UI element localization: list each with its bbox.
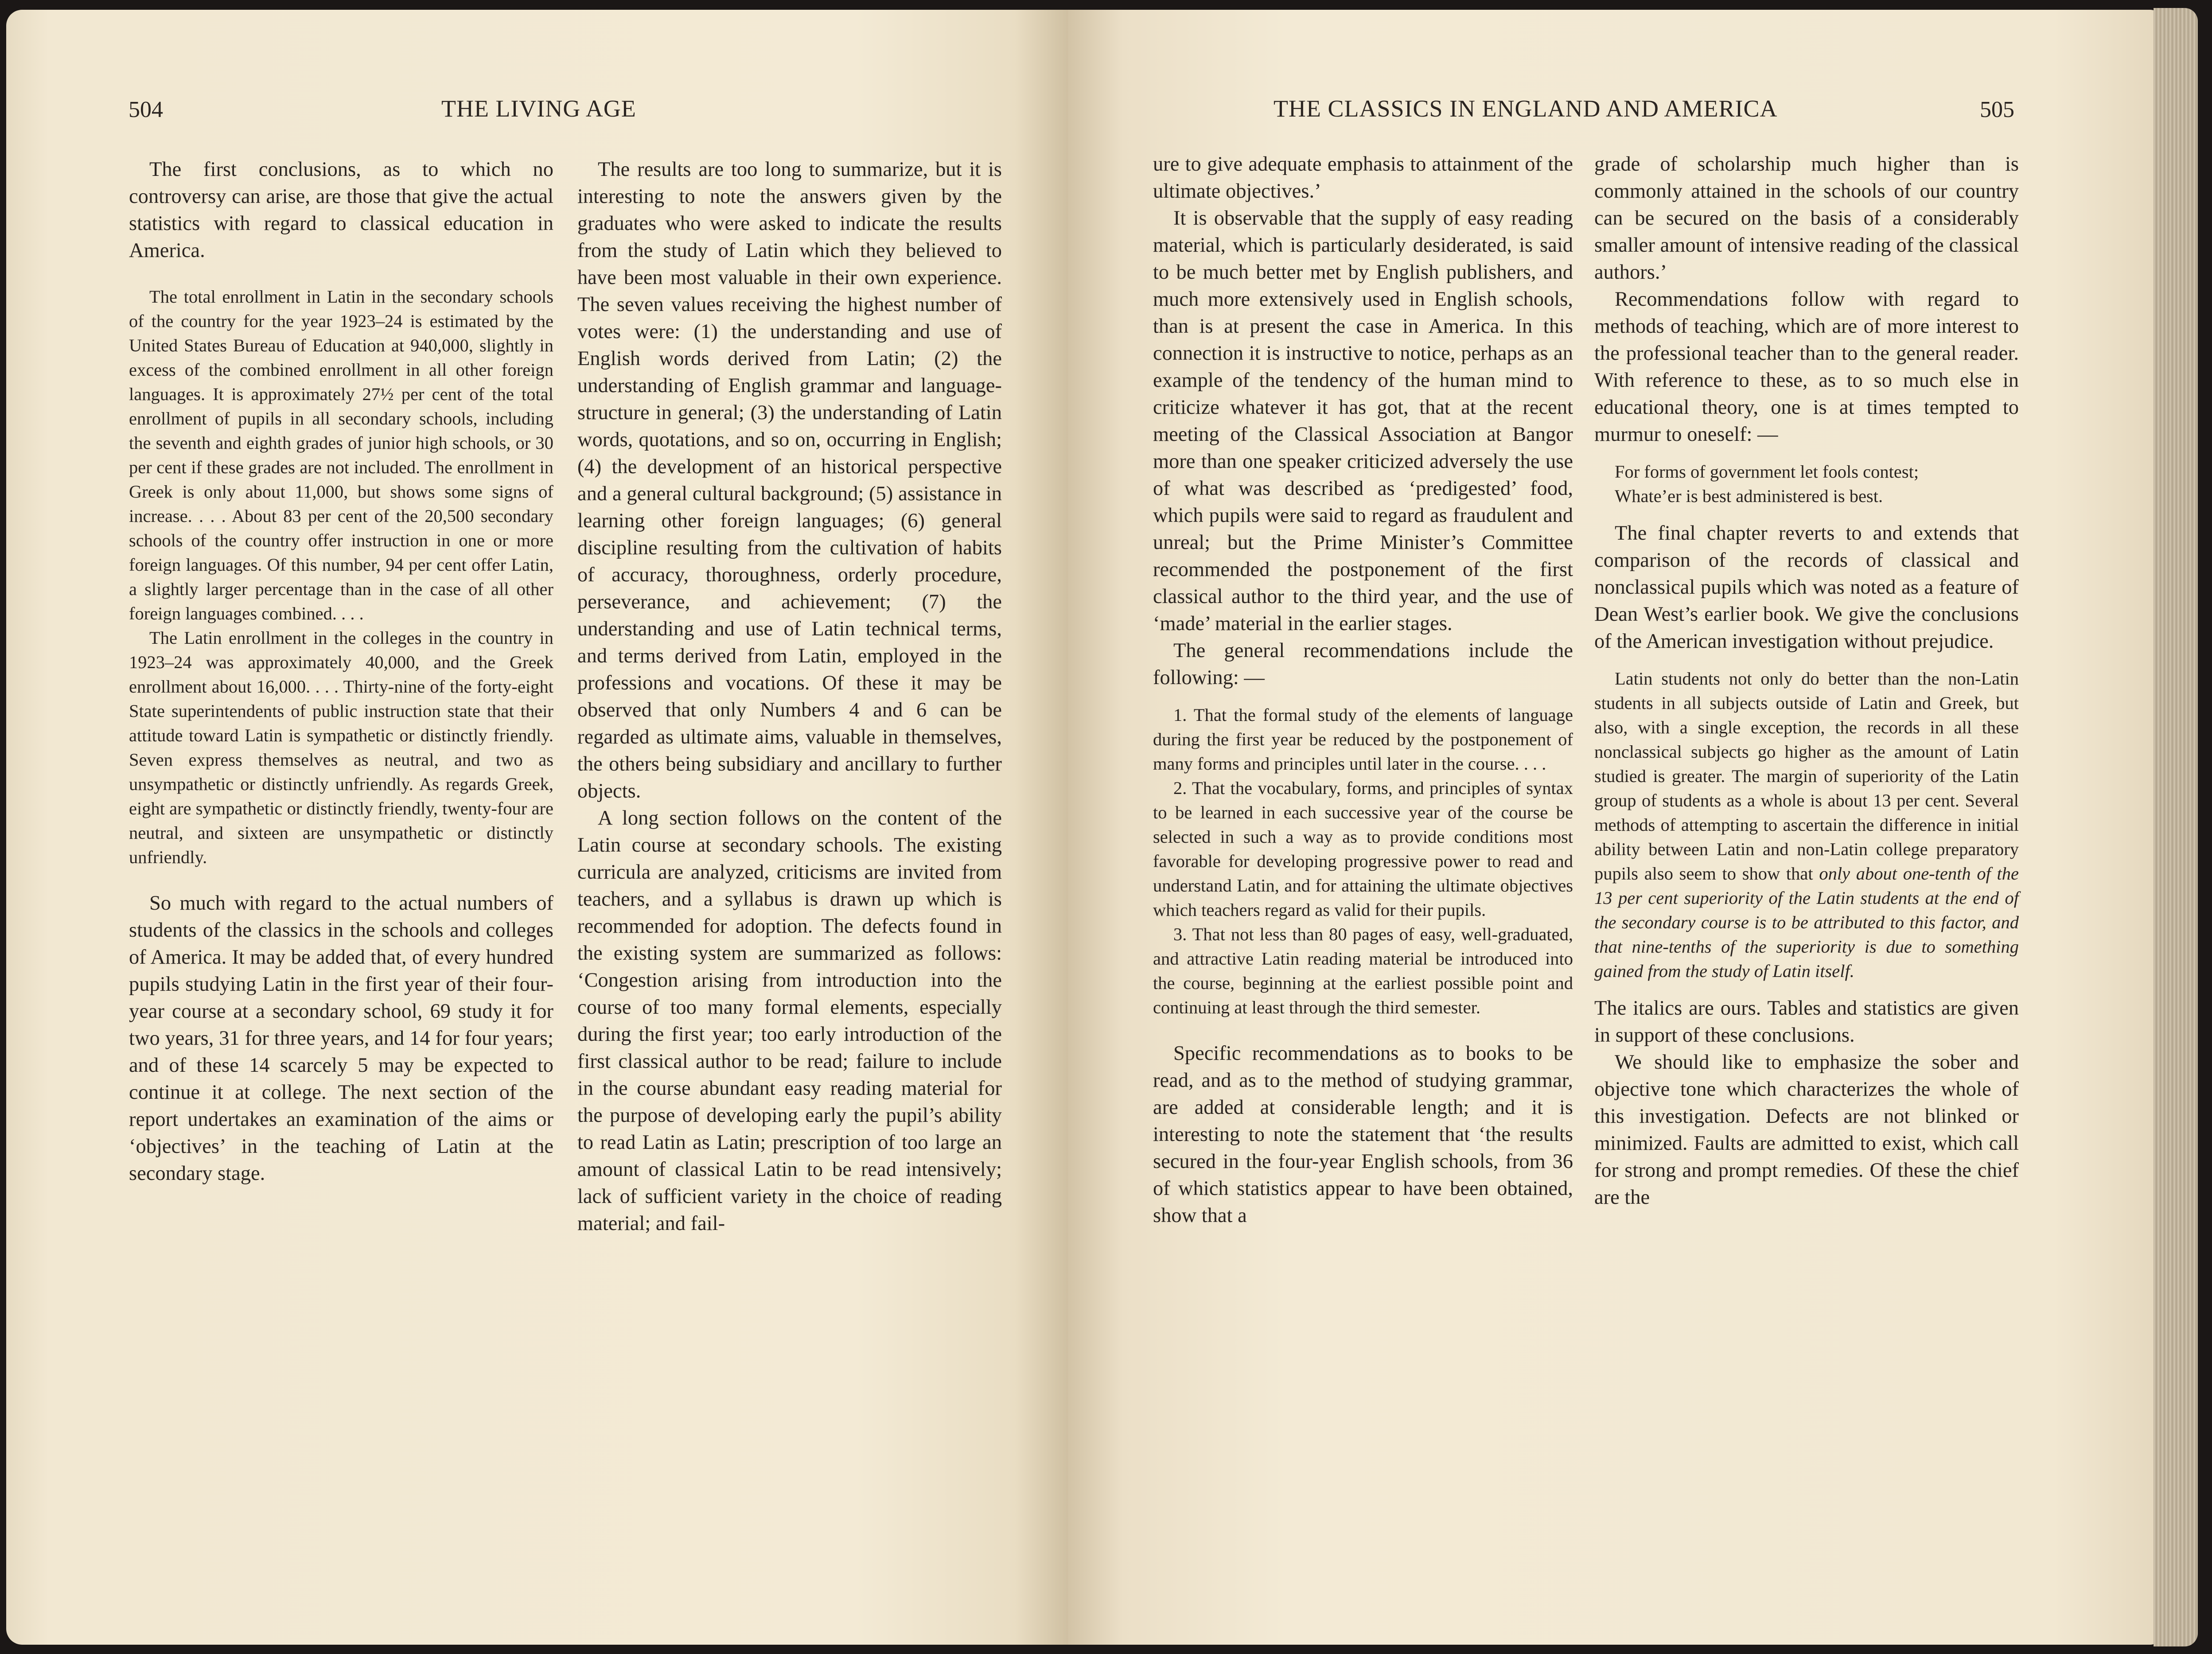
paragraph: The general recommendations include the following: — <box>1153 639 1573 689</box>
paragraph: The italics are ours. Tables and statistics are given in support of these conclusions. <box>1594 997 2019 1047</box>
block-quote-paragraph <box>1594 666 2019 983</box>
paragraph: So much with regard to the actual numbers of students of the classics in the schools and colleges of America. It may be added that, of every hundred pupils studying Latin in the first year of their four-year course at a secondary school, 69 study it for two years, 31 for three years, and 14 for four years; and of these 14 scarcely 5 may be expected to continue it at college. The next section of the report undertakes an examination of the aims or ‘objectives’ in the teaching of Latin at the secondary stage. <box>129 892 553 1185</box>
paragraph: A long section follows on the content of the Latin course at secondary schools. The existing curricula are analyzed, criticisms are invited from teachers, and a syllabus is drawn up which is recommended for adoption. The defects found in the existing system are summarized as follows: ‘Congestion arising from introduction into the course of too many formal elements, especially during the first year; too early introduction of the first classical author to be read; failure to include in the course abundant easy reading material for the purpose of developing early the pupil’s ability to read Latin as Latin; prescription of too large an amount of classical Latin to be read intensively; lack of sufficient variety in the choice of reading material; and fail- <box>577 807 1002 1235</box>
paragraph: Recommendations follow with regard to methods of teaching, which are of more interest to the professional teacher than to the general reader. With reference to these, as to so much else in educational theory, one is at times tempted to murmur to oneself: — <box>1594 288 2019 446</box>
block-quote-paragraph: The total enrollment in Latin in the secondary schools of the country for the year 1923–24 is estimated by the United States Bureau of Education at 940,000, slightly in excess of the combined enrollment in all other foreign languages. It is approximately 27½ per cent of the total enrollment of pupils in all secondary schools, including the seventh and eighth grades of junior high schools, or 30 per cent if these grades are not included. The enrollment in Greek is only about 11,000, but shows some signs of increase. . . . About 83 per cent of the 20,500 secondary schools of the country offer instruction in one or more foreign languages. Of this number, 94 per cent offer Latin, a slightly larger percentage than in the case of all other foreign languages combined. . . . <box>129 287 553 623</box>
paragraph: We should like to emphasize the sober and objective tone which characterizes the whole of this investigation. Defects are not blinked or minimized. Faults are admitted to exist, which call for strong and prompt remedies. Of these the chief are the <box>1594 1051 2019 1209</box>
left-column-2 <box>577 156 1002 1237</box>
paragraph: The first conclusions, as to which no controversy can arise, are those that give the actual statistics with regard to classical education in America. <box>129 158 553 262</box>
right-column-1 <box>1153 151 1573 1229</box>
italic-quote-text: only about one-tenth of the 13 per cent superiority of the Latin students at the end of the secondary course is to be attributed to this factor, and that nine-tenths of the superiority is due to something gained from the study of Latin itself. <box>1594 864 2019 981</box>
paragraph: It is observable that the supply of easy reading material, which is particularly desiderated, is said to be much better met by English publishers, and much more extensively used in English schools, than is at present the case in America. In this connection it is instructive to notice, perhaps as an example of the tendency of the human mind to criticize whatever it has got, that at the recent meeting of the Classical Association at Bangor more than one speaker criticized adversely the use of what was described as ‘predigested’ food, which pupils were said to regard as fraudulent and unreal; but the Prime Minister’s Committee recommended the postponement of the first classical author to the third year, and the use of ‘made’ material in the earlier stages. <box>1153 207 1573 635</box>
verse-line: For forms of government let fools contest; <box>1615 462 1919 482</box>
block-quote-paragraph: The Latin enrollment in the colleges in the country in 1923–24 was approximately 40,000, and the Greek enrollment about 16,000. . . . Thirty-nine of the forty-eight State superintendents of public instruction state that their attitude toward Latin is sympathetic or distinctly friendly. Seven express themselves as neutral, and two as unsympathetic or distinctly unfriendly. As regards Greek, eight are sympathetic or distinctly friendly, twenty-four are neutral, and sixteen are unsympathetic or distinctly unfriendly. <box>129 628 553 867</box>
paragraph: Specific recommendations as to books to be read, and as to the method of studying grammar, are added at considerable length; and it is interesting to note the statement that ‘the results secured in the four-year English schools, from 36 of which statistics appear to have been obtained, show that a <box>1153 1042 1573 1227</box>
recommendation-item: 3. That not less than 80 pages of easy, well-graduated, and attractive Latin reading material be introduced into the course, beginning at the earliest possible point and continuing at least through the third semester. <box>1153 924 1573 1017</box>
right-page <box>1068 10 2162 1645</box>
left-column-1 <box>129 156 553 1187</box>
page-edges <box>2154 8 2198 1646</box>
paragraph: ure to give adequate emphasis to attainment of the ultimate objectives.’ <box>1153 153 1573 202</box>
right-column-2 <box>1594 151 2019 1211</box>
page-number: 505 <box>1980 97 2014 122</box>
recommendation-item: 1. That the formal study of the elements of language during the first year be reduced by the postponement of many forms and principles until later in the course. . . . <box>1153 705 1573 774</box>
paragraph: The results are too long to summarize, but it is interesting to note the answers given by the graduates who were asked to indicate the results from the study of Latin which they believed to have been most valuable in their own experience. The seven values receiving the highest number of votes were: (1) the understanding and use of English words derived from Latin; (2) the understanding of English grammar and language-structure in general; (3) the understanding of Latin words, quotations, and so on, occurring in English; (4) the development of an historical perspective and a general cultural background; (5) assistance in learning other foreign languages; (6) general discipline resulting from the cultivation of habits of accuracy, thoroughness, orderly procedure, perseverance, and achievement; (7) the understanding and use of Latin technical terms, and terms derived from Latin, employed in the professions and vocations. Of these it may be observed that only Numbers 4 and 6 can be regarded as ultimate aims, valuable in themselves, the others being subsidiary and ancillary to further objects. <box>577 158 1002 802</box>
paragraph: grade of scholarship much higher than is commonly attained in the schools of our country can be secured on the basis of a considerably smaller amount of intensive reading of the classical authors.’ <box>1594 153 2019 284</box>
running-head: THE LIVING AGE <box>441 95 636 122</box>
paragraph: The final chapter reverts to and extends that comparison of the records of classical and nonclassical pupils which was noted as a feature of Dean West’s earlier book. We give the conclusions of the American investigation without prejudice. <box>1594 522 2019 653</box>
running-head: THE CLASSICS IN ENGLAND AND AMERICA <box>1273 95 1778 122</box>
page-number: 504 <box>129 97 163 122</box>
quote-text: Latin students not only do better than the non-Latin students in all subjects outside of Latin and Greek, but also, with a single exception, the records in all these nonclassical subjects go higher as the amount of Latin studied is greater. The margin of superiority of the Latin group of students as a whole is about 13 per cent. Several methods of attempting to ascertain the difference in initial ability between Latin and non-Latin college preparatory pupils also seem to show that <box>1594 669 2019 883</box>
recommendation-item: 2. That the vocabulary, forms, and principles of syntax to be learned in each successive year of the course be selected in such a way as to provide conditions most favorable for developing progressive power to read and understand Latin, and for attaining the ultimate objectives which teachers regard as valid for their pupils. <box>1153 778 1573 920</box>
left-page <box>6 10 1068 1645</box>
verse-line: Whate’er is best administered is best. <box>1615 486 1883 506</box>
